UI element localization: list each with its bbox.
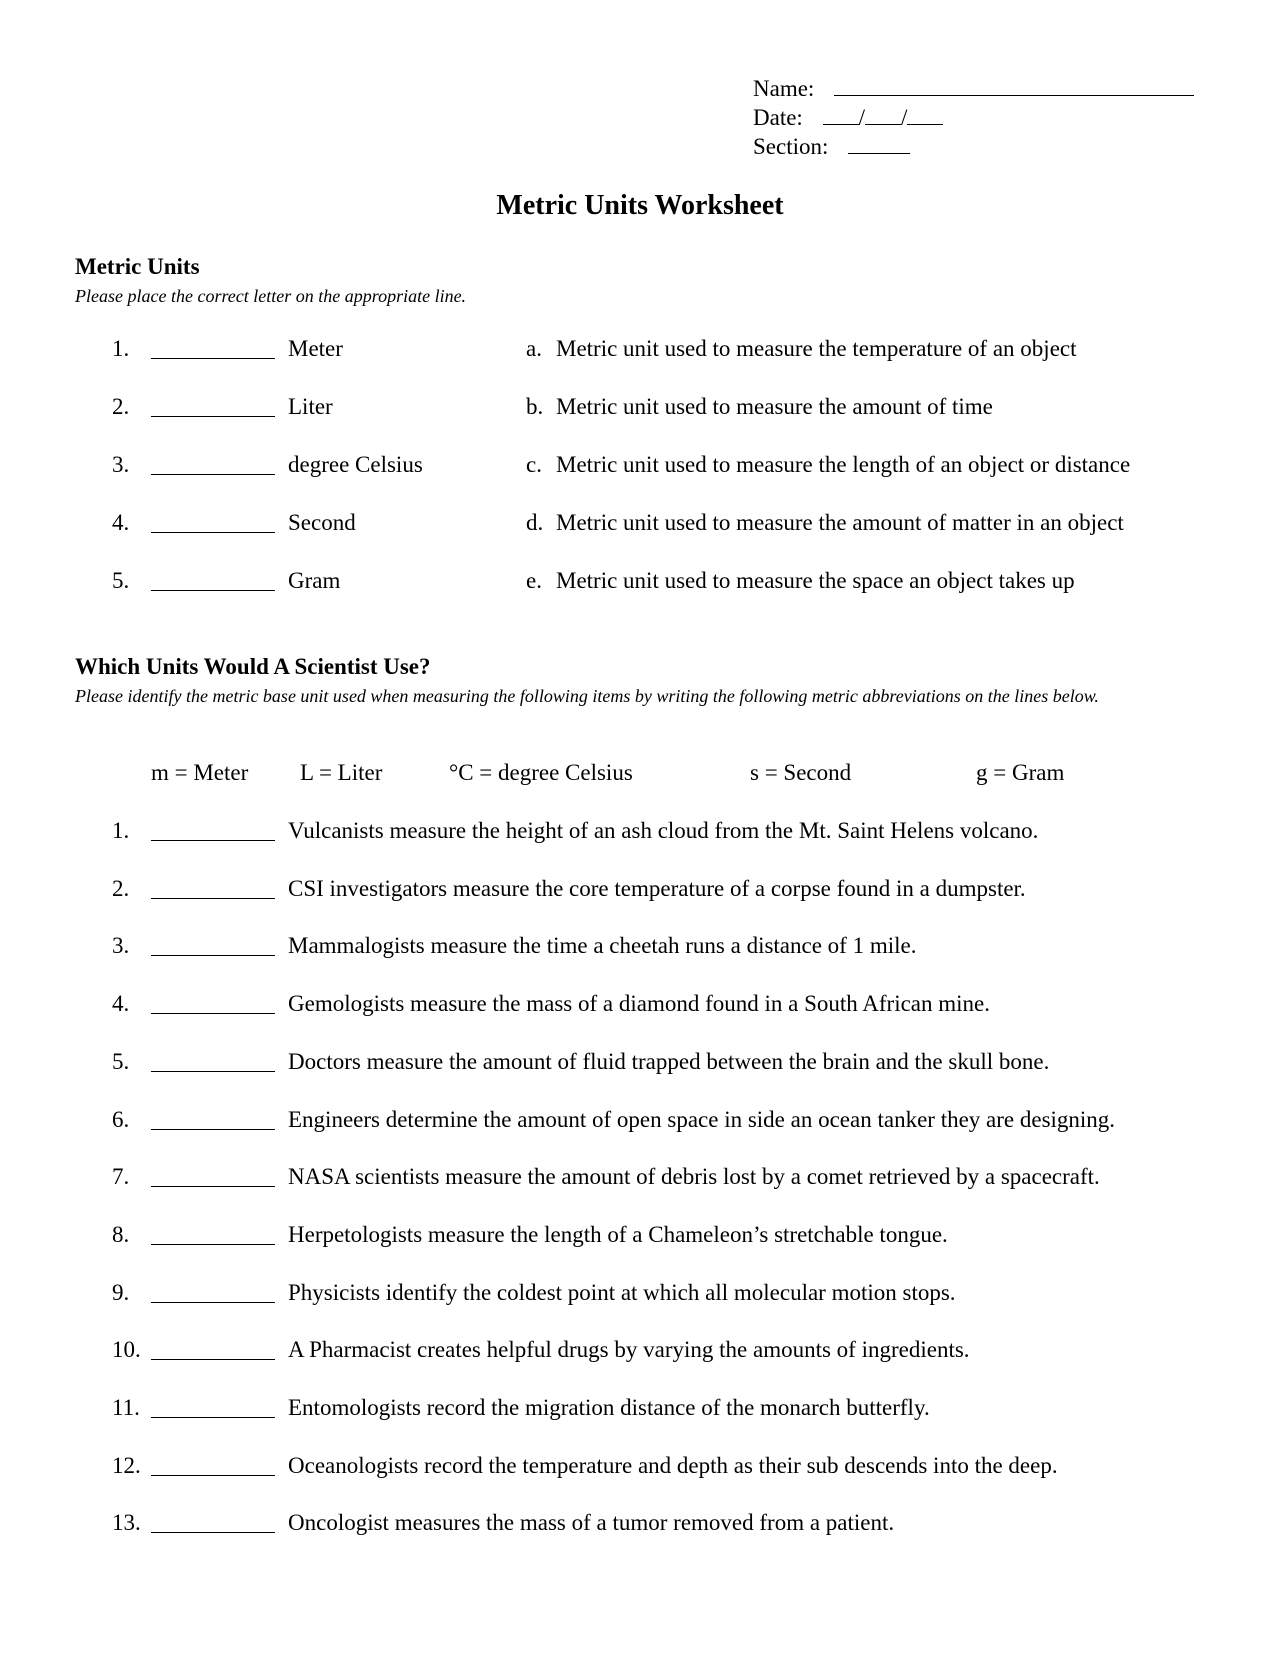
question-number: 4. bbox=[112, 991, 130, 1017]
choice-letter: c. bbox=[526, 452, 542, 477]
answer-blank[interactable] bbox=[151, 1186, 275, 1187]
name-field-line[interactable] bbox=[834, 75, 1194, 96]
question-row bbox=[0, 876, 1280, 906]
unit-term: degree Celsius bbox=[288, 452, 423, 477]
question-text: Physicists identify the coldest point at which all molecular motion stops. bbox=[288, 1279, 956, 1305]
student-info-block bbox=[753, 74, 1194, 161]
section-row bbox=[753, 132, 1194, 161]
answer-blank[interactable] bbox=[151, 1302, 275, 1303]
page-title: Metric Units Worksheet bbox=[496, 190, 784, 221]
choice-description: Metric unit used to measure the length of an object or distance bbox=[556, 452, 1131, 477]
date-year-line[interactable] bbox=[907, 104, 943, 125]
section2-heading: Which Units Would A Scientist Use? bbox=[75, 654, 431, 679]
answer-blank[interactable] bbox=[151, 955, 275, 956]
question-row bbox=[0, 1049, 1280, 1079]
answer-blank[interactable] bbox=[151, 1417, 275, 1418]
question-row bbox=[0, 1453, 1280, 1483]
item-number: 1. bbox=[112, 336, 130, 361]
section-field-line[interactable] bbox=[848, 133, 910, 154]
question-text: Mammalogists measure the time a cheetah runs a distance of 1 mile. bbox=[288, 933, 917, 959]
answer-blank[interactable] bbox=[151, 1532, 275, 1533]
legend-meter: m = Meter bbox=[151, 760, 249, 785]
answer-blank[interactable] bbox=[151, 1071, 275, 1072]
matching-row bbox=[0, 452, 1280, 482]
question-row bbox=[0, 1510, 1280, 1540]
question-row bbox=[0, 1164, 1280, 1194]
question-text: Engineers determine the amount of open space in side an ocean tanker they are designing. bbox=[288, 1106, 1116, 1132]
question-number: 12. bbox=[112, 1452, 141, 1478]
matching-row bbox=[0, 568, 1280, 598]
question-row bbox=[0, 1222, 1280, 1252]
question-number: 7. bbox=[112, 1164, 130, 1190]
date-row bbox=[753, 103, 1194, 132]
question-number: 5. bbox=[112, 1048, 130, 1074]
item-number: 4. bbox=[112, 510, 130, 535]
question-text: Vulcanists measure the height of an ash cloud from the Mt. Saint Helens volcano. bbox=[288, 818, 1039, 843]
question-row bbox=[0, 818, 1280, 848]
answer-blank[interactable] bbox=[151, 1475, 275, 1476]
choice-description: Metric unit used to measure the amount of time bbox=[556, 394, 993, 419]
answer-blank[interactable] bbox=[151, 1359, 275, 1360]
choice-letter: e. bbox=[526, 568, 542, 593]
choice-letter: a. bbox=[526, 336, 542, 361]
question-number: 13. bbox=[112, 1510, 141, 1536]
question-text: Gemologists measure the mass of a diamond found in a South African mine. bbox=[288, 991, 991, 1017]
question-text: NASA scientists measure the amount of debris lost by a comet retrieved by a spacecraft. bbox=[288, 1164, 1100, 1190]
legend-second: s = Second bbox=[750, 760, 852, 785]
question-text: Doctors measure the amount of fluid trapped between the brain and the skull bone. bbox=[288, 1048, 1050, 1074]
question-text: Oceanologists record the temperature and depth as their sub descends into the deep. bbox=[288, 1452, 1058, 1478]
choice-letter: b. bbox=[526, 394, 544, 419]
question-number: 1. bbox=[112, 818, 130, 843]
answer-blank[interactable] bbox=[151, 358, 275, 359]
question-row bbox=[0, 933, 1280, 963]
question-number: 6. bbox=[112, 1106, 130, 1132]
section1-heading: Metric Units bbox=[75, 254, 200, 279]
item-number: 2. bbox=[112, 394, 130, 419]
unit-term: Meter bbox=[288, 336, 343, 361]
matching-row bbox=[0, 336, 1280, 366]
answer-blank[interactable] bbox=[151, 840, 275, 841]
item-number: 5. bbox=[112, 568, 130, 593]
question-row bbox=[0, 1395, 1280, 1425]
date-month-line[interactable] bbox=[823, 104, 859, 125]
question-row bbox=[0, 1280, 1280, 1310]
question-text: A Pharmacist creates helpful drugs by varying the amounts of ingredients. bbox=[288, 1337, 970, 1363]
answer-blank[interactable] bbox=[151, 1013, 275, 1014]
answer-blank[interactable] bbox=[151, 532, 275, 533]
question-row bbox=[0, 1337, 1280, 1367]
answer-blank[interactable] bbox=[151, 1244, 275, 1245]
question-number: 3. bbox=[112, 933, 130, 959]
date-separator: / bbox=[900, 105, 908, 130]
answer-blank[interactable] bbox=[151, 474, 275, 475]
choice-description: Metric unit used to measure the amount of matter in an object bbox=[556, 510, 1124, 535]
answer-blank[interactable] bbox=[151, 1129, 275, 1130]
question-row bbox=[0, 1107, 1280, 1137]
legend-gram: g = Gram bbox=[976, 760, 1065, 785]
section1-instructions: Please place the correct letter on the appropriate line. bbox=[75, 286, 467, 306]
section2-instructions: Please identify the metric base unit used when measuring the following items by writing the following metric abbreviations on the lines below. bbox=[75, 686, 1099, 706]
question-number: 11. bbox=[112, 1395, 140, 1420]
name-label: Name: bbox=[753, 76, 815, 101]
question-text: Entomologists record the migration distance of the monarch butterfly. bbox=[288, 1395, 930, 1420]
question-number: 9. bbox=[112, 1279, 130, 1305]
answer-blank[interactable] bbox=[151, 898, 275, 899]
legend-liter: L = Liter bbox=[300, 760, 383, 785]
answer-blank[interactable] bbox=[151, 416, 275, 417]
question-text: CSI investigators measure the core temperature of a corpse found in a dumpster. bbox=[288, 875, 1026, 901]
date-separator: / bbox=[858, 105, 865, 130]
matching-row bbox=[0, 510, 1280, 540]
item-number: 3. bbox=[112, 452, 130, 477]
question-text: Herpetologists measure the length of a Chameleon’s stretchable tongue. bbox=[288, 1221, 948, 1247]
unit-term: Second bbox=[288, 510, 356, 535]
unit-term: Liter bbox=[288, 394, 333, 419]
question-number: 8. bbox=[112, 1221, 130, 1247]
answer-blank[interactable] bbox=[151, 590, 275, 591]
name-row bbox=[753, 74, 1194, 103]
date-day-line[interactable] bbox=[865, 104, 901, 125]
unit-term: Gram bbox=[288, 568, 341, 593]
question-number: 2. bbox=[112, 875, 130, 901]
choice-description: Metric unit used to measure the space an object takes up bbox=[556, 568, 1075, 593]
matching-row bbox=[0, 394, 1280, 424]
question-row bbox=[0, 991, 1280, 1021]
choice-letter: d. bbox=[526, 510, 544, 535]
date-label: Date: bbox=[753, 105, 803, 130]
choice-description: Metric unit used to measure the temperature of an object bbox=[556, 336, 1077, 361]
legend-celsius: °C = degree Celsius bbox=[449, 760, 633, 785]
question-text: Oncologist measures the mass of a tumor removed from a patient. bbox=[288, 1510, 895, 1536]
question-number: 10. bbox=[112, 1337, 141, 1363]
section-label: Section: bbox=[753, 134, 829, 159]
